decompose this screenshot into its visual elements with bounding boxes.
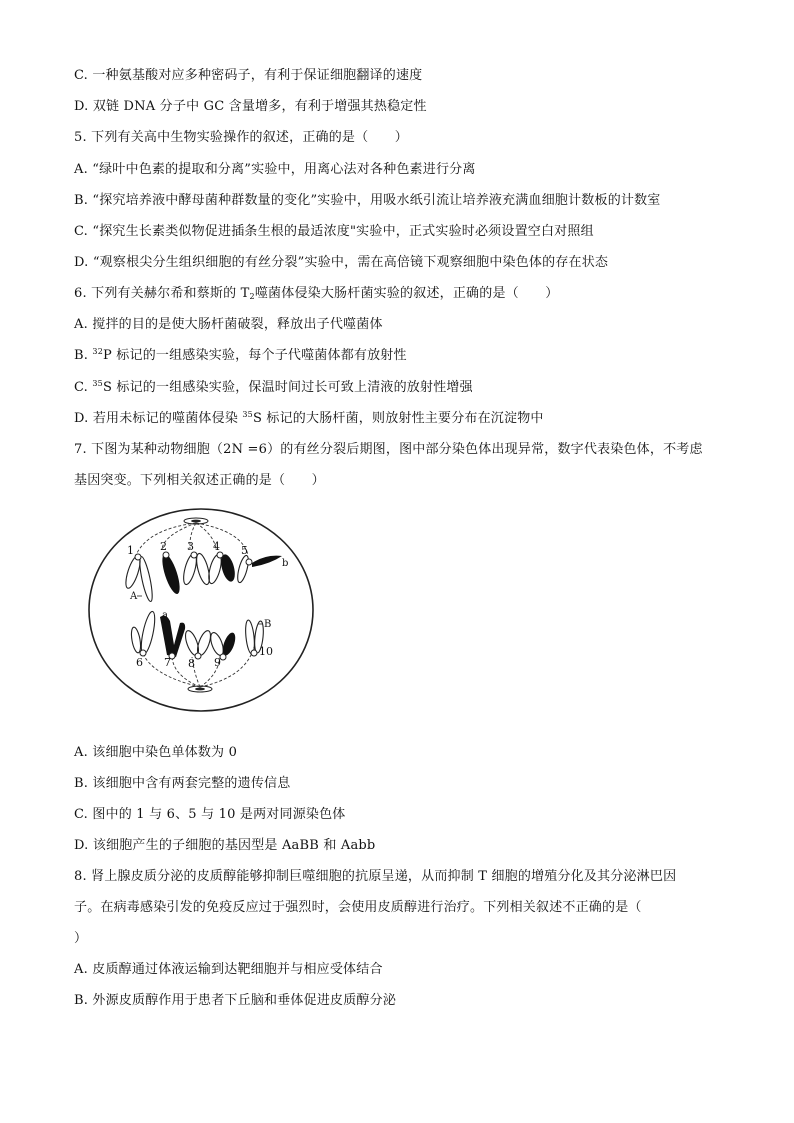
q6-option-c-isotope: 35	[92, 379, 103, 388]
q6-stem-text-a: 6. 下列有关赫尔希和蔡斯的 T	[74, 286, 250, 301]
q7-option-a: A. 该细胞中染色单体数为 0	[74, 745, 238, 760]
q8-stem-line3: ）	[74, 931, 88, 946]
q4-option-d: D. 双链 DNA 分子中 GC 含量增多，有利于增强其热稳定性	[74, 99, 427, 114]
chromosome-2	[159, 552, 183, 596]
upper-chromosomes	[123, 552, 282, 602]
q6-option-a: A. 搅拌的目的是使大肠杆菌破裂，释放出子代噬菌体	[74, 317, 383, 332]
gene-label-B: B	[264, 619, 272, 630]
q6-option-c-label: C.	[74, 380, 93, 395]
label-8: 8	[188, 657, 195, 670]
label-4: 4	[213, 540, 220, 553]
q8-option-b: B. 外源皮质醇作用于患者下丘脑和垂体促进皮质醇分泌	[74, 993, 397, 1008]
cell-membrane	[89, 509, 313, 711]
q8-stem-line1: 8. 肾上腺皮质分泌的皮质醇能够抑制巨噬细胞的抗原呈递，从而抑制 T 细胞的增殖分化及其分泌淋巴因	[74, 869, 677, 884]
chromosome-1-arm	[137, 556, 154, 603]
lower-chromosomes	[130, 610, 265, 660]
q5-option-a: A. “绿叶中色素的提取和分离”实验中，用离心法对各种色素进行分离	[74, 162, 476, 177]
label-7: 7	[164, 656, 171, 669]
chromosome-6	[139, 610, 158, 655]
chromosome-5-arm	[252, 556, 282, 567]
q6-stem-text-b: 噬菌体侵染大肠杆菌实验的叙述，正确的是（ ）	[254, 286, 559, 301]
q7-option-d: D. 该细胞产生的子细胞的基因型是 AaBB 和 Aabb	[74, 838, 376, 853]
label-9: 9	[214, 656, 221, 669]
q6-option-d-text-b: S 标记的大肠杆菌，则放射性主要分布在沉淀物中	[252, 411, 544, 426]
q6-stem	[74, 286, 558, 302]
q6-stem-subscript: 2	[249, 292, 255, 301]
q6-option-c-text: S 标记的一组感染实验，保温时间过长可致上清液的放射性增强	[102, 380, 473, 395]
q6-option-c	[74, 380, 473, 396]
q6-option-b-isotope: 32	[92, 347, 104, 356]
q5-stem: 5. 下列有关高中生物实验操作的叙述，正确的是（ ）	[74, 130, 408, 145]
gene-label-a: a	[162, 610, 168, 621]
q5-option-c: C. “探究生长素类似物促进插条生根的最适浓度"实验中，正式实验时必须设置空白对照组	[74, 224, 594, 239]
q6-option-b-text: P 标记的一组感染实验，每个子代噬菌体都有放射性	[103, 348, 407, 363]
q7-option-b: B. 该细胞中含有两套完整的遗传信息	[74, 776, 291, 791]
chromosome-7	[160, 616, 185, 657]
q6-option-b-label: B.	[74, 348, 93, 363]
q6-option-d-text-a: D. 若用未标记的噬菌体侵染	[74, 411, 243, 426]
q8-stem-line2: 子。在病毒感染引发的免疫反应过于强烈时，会使用皮质醇进行治疗。下列相关叙述不正确的是（	[74, 900, 642, 915]
q4-option-c: C. 一种氨基酸对应多种密码子，有利于保证细胞翻译的速度	[74, 68, 423, 83]
gene-label-b: b	[282, 558, 289, 569]
q5-option-b: B. “探究培养液中酵母菌种群数量的变化”实验中，用吸水纸引流让培养液充满血细胞计数板的计数室	[74, 193, 661, 208]
q6-option-b	[74, 348, 407, 364]
label-3: 3	[187, 540, 194, 553]
chromosome-10	[244, 620, 256, 655]
label-1: 1	[127, 544, 134, 557]
q5-option-d: D. “观察根尖分生组织细胞的有丝分裂”实验中，需在高倍镜下观察细胞中染色体的存在状态	[74, 255, 609, 270]
label-5: 5	[241, 544, 248, 557]
label-10: 10	[259, 645, 273, 658]
q6-option-d-isotope: 35	[242, 410, 253, 419]
q7-option-c: C. 图中的 1 与 6、5 与 10 是两对同源染色体	[74, 807, 346, 822]
q8-option-a: A. 皮质醇通过体液运输到达靶细胞并与相应受体结合	[74, 962, 383, 977]
chromosome-6-arm	[130, 627, 142, 654]
label-2: 2	[160, 540, 167, 553]
q7-stem-line2: 基因突变。下列相关叙述正确的是（ ）	[74, 473, 325, 488]
q7-stem-line1: 7. 下图为某种动物细胞（2N =6）的有丝分裂后期图，图中部分染色体出现异常，数字代表染色体，不考虑	[74, 442, 703, 457]
gene-labels	[129, 558, 288, 630]
spindle-fibers	[136, 523, 254, 687]
q6-option-d	[74, 411, 544, 427]
gene-label-A: A	[130, 591, 138, 602]
mitosis-anaphase-figure	[86, 505, 316, 720]
label-6: 6	[136, 656, 143, 669]
